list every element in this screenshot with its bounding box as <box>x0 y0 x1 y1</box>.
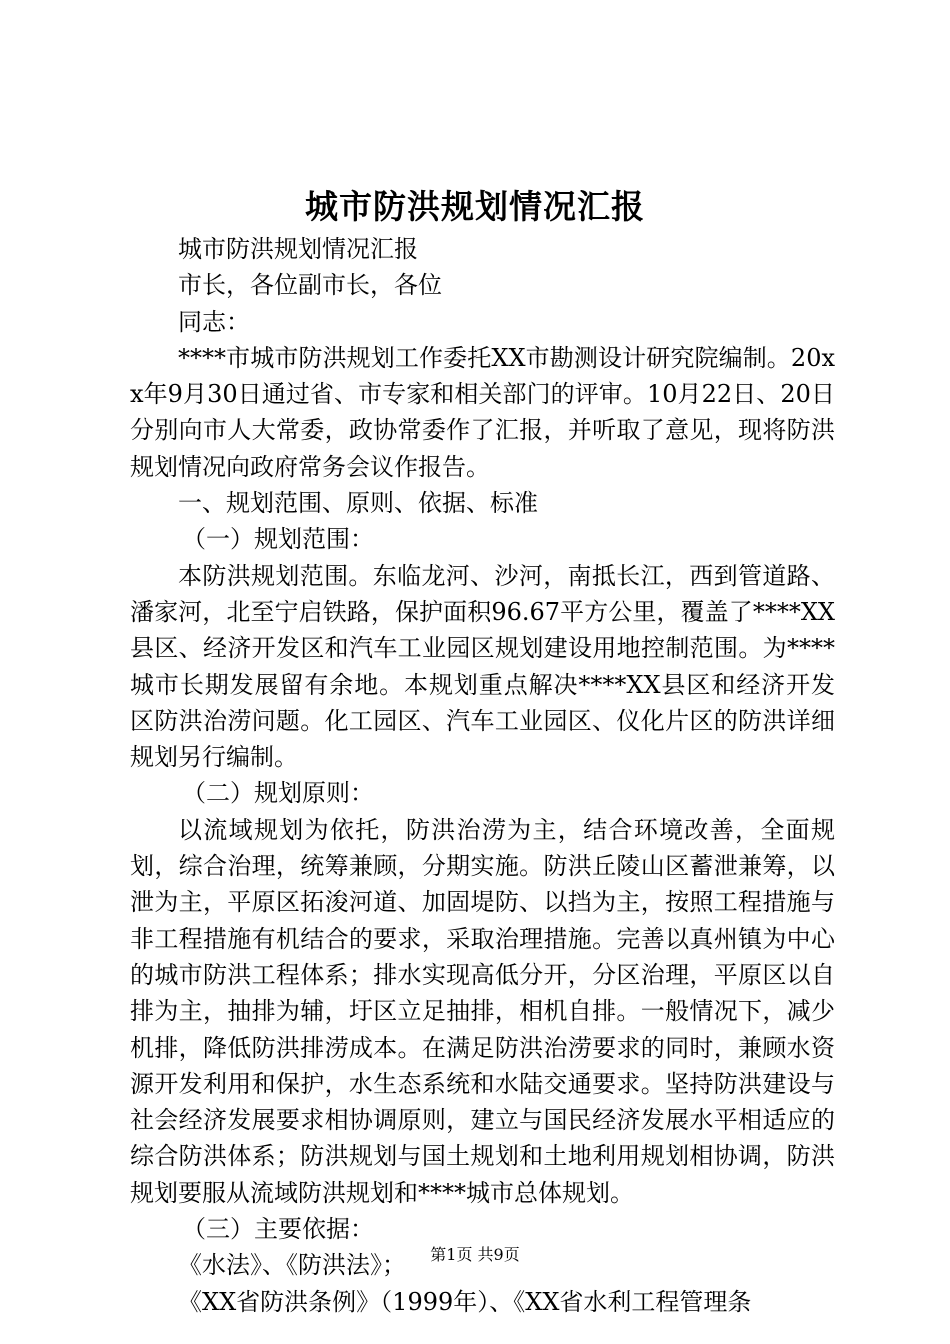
paragraph-salutation: 市长，各位副市长，各位 <box>178 271 442 300</box>
document-title: 城市防洪规划情况汇报 <box>305 187 645 226</box>
page-footer: 第1页 共9页 <box>430 1245 520 1264</box>
subsection-heading-basis: （三）主要依据： <box>182 1215 374 1244</box>
subsection-heading-principles: （二）规划原则： <box>182 779 374 808</box>
paragraph-principles: 以流域规划为依托，防洪治涝为主，结合环境改善，全面规划，综合治理，统筹兼顾，分期实施。防洪丘陵山区蓄泄兼筹，以泄为主，平原区拓浚河道、加固堤防、以挡为主，按照工程措施与非工程措施有机结合的要求，采取治理措施。完善以真州镇为中心的城市防洪工程体系；排水实现高低分开，分区治理，平原区以自排为主，抽排为辅，圩区立足抽排，相机自排。一般情况下，减少机排，降低防洪排涝成本。在满足防洪治涝要求的同时，兼顾水资源开发利用和保护，水生态系统和水陆交通要求。坚持防洪建设与社会经济发展要求相协调原则，建立与国民经济发展水平相适应的综合防洪体系；防洪规划与国土规划和土地利用规划相协调，防洪规划要服从流域防洪规划和****城市总体规划。 <box>130 815 835 1207</box>
paragraph-basis-laws: 《水法》、《防洪法》； <box>178 1251 406 1280</box>
document-body <box>130 231 835 1320</box>
subsection-heading-scope: （一）规划范围： <box>182 525 374 554</box>
paragraph-basis-regulations: 《XX省防洪条例》（1999年）、《XX省水利工程管理条 <box>178 1287 752 1316</box>
paragraph-salutation-cont: 同志： <box>178 307 250 336</box>
paragraph-intro: ****市城市防洪规划工作委托XX市勘测设计研究院编制。20xx年9月30日通过省、市专家和相关部门的评审。10月22日、20日分别向市人大常委，政协常委作了汇报，并听取了意见，现将防洪规划情况向政府常务会议作报告。 <box>130 343 835 481</box>
section-heading-1: 一、规划范围、原则、依据、标准 <box>178 489 538 518</box>
paragraph-heading-repeat: 城市防洪规划情况汇报 <box>178 235 418 263</box>
paragraph-scope: 本防洪规划范围。东临龙河、沙河，南抵长江，西到管道路、潘家河，北至宁启铁路，保护面积96.67平方公里，覆盖了****XX县区、经济开发区和汽车工业园区规划建设用地控制范围。为****城市长期发展留有余地。本规划重点解决****XX县区和经济开发区防洪治涝问题。化工园区、汽车工业园区、仪化片区的防洪详细规划另行编制。 <box>130 561 835 772</box>
